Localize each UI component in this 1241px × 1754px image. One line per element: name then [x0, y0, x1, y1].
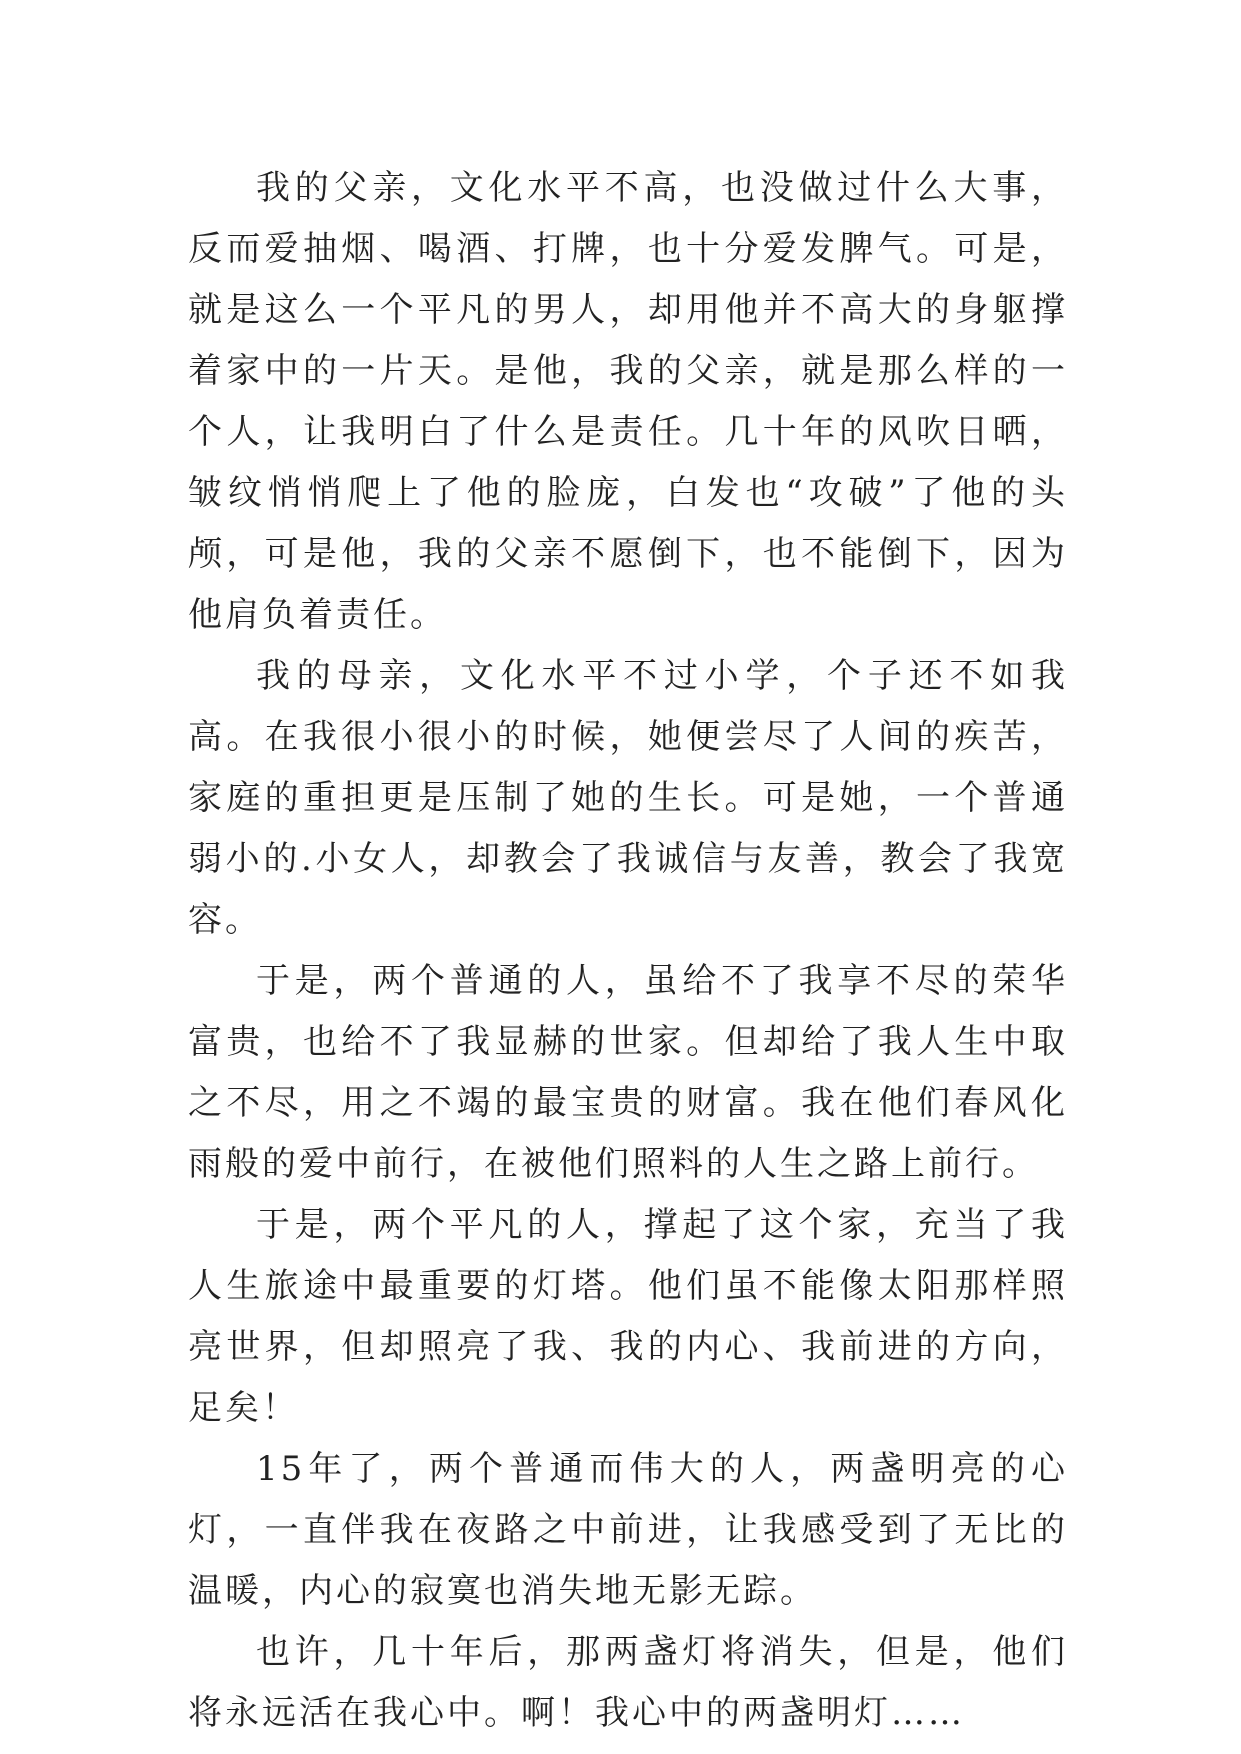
essay-body — [188, 158, 1068, 1744]
paragraph-ordinary-people: 于是，两个普通的人，虽给不了我享不尽的荣华富贵，也给不了我显赫的世家。但却给了我人生中取之不尽，用之不竭的最宝贵的财富。我在他们春风化雨般的爱中前行，在被他们照料的人生之路上前行。 — [188, 961, 1068, 1184]
paragraph-closing: 也许，几十年后，那两盏灯将消失，但是，他们将永远活在我心中。啊！我心中的两盏明灯…… — [188, 1632, 1068, 1733]
paragraph-father: 我的父亲，文化水平不高，也没做过什么大事，反而爱抽烟、喝酒、打牌，也十分爱发脾气。可是，就是这么一个平凡的男人，却用他并不高大的身躯撑着家中的一片天。是他，我的父亲，就是那么样的一个人，让我明白了什么是责任。几十年的风吹日晒，皱纹悄悄爬上了他的脸庞，白发也“攻破”了他的头颅，可是他，我的父亲不愿倒下，也不能倒下，因为他肩负着责任。 — [188, 168, 1068, 635]
paragraph-mother: 我的母亲，文化水平不过小学，个子还不如我高。在我很小很小的时候，她便尝尽了人间的疾苦，家庭的重担更是压制了她的生长。可是她，一个普通弱小的.小女人，却教会了我诚信与友善，教会了我宽容。 — [188, 656, 1068, 940]
paragraph-fifteen-years: 15年了，两个普通而伟大的人，两盏明亮的心灯，一直伴我在夜路之中前进，让我感受到了无比的温暖，内心的寂寞也消失地无影无踪。 — [188, 1449, 1068, 1611]
paragraph-lighthouse: 于是，两个平凡的人，撑起了这个家，充当了我人生旅途中最重要的灯塔。他们虽不能像太阳那样照亮世界，但却照亮了我、我的内心、我前进的方向，足矣！ — [188, 1205, 1068, 1428]
